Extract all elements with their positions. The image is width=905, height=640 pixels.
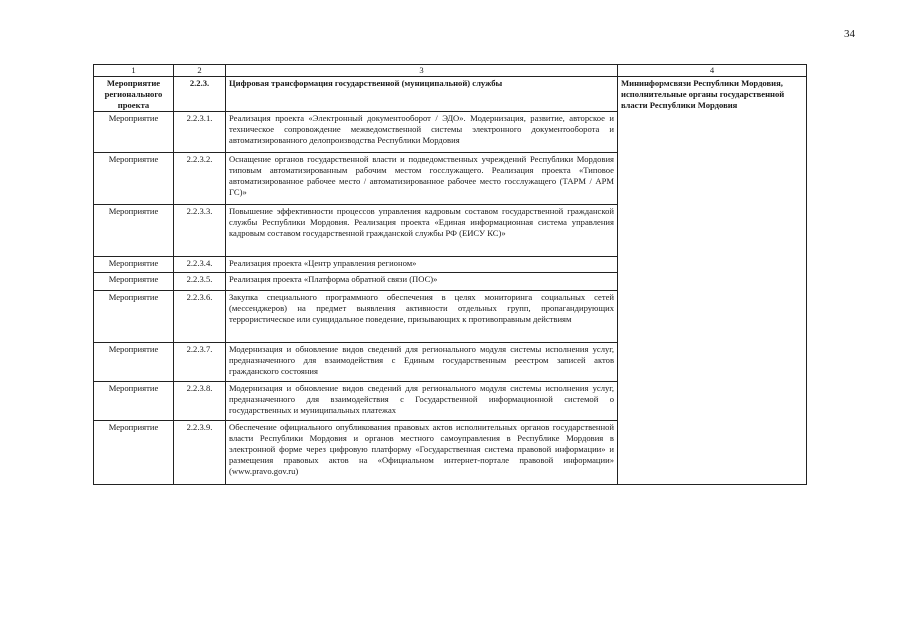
column-number: 4 [618,65,807,77]
measure-code-cell: 2.2.3.7. [174,343,226,382]
measure-type-cell: Мероприятие [94,112,174,153]
measure-type-cell: Мероприятие [94,343,174,382]
measure-text-cell: Закупка специального программного обеспечения в целях мониторинга социальных сетей (мессенджеров) на предмет выявления активности отдельных групп, пропагандирующих террористическое или суицидальное поведение, призывающих к противоправным действиям [226,291,618,343]
measure-type-cell: Мероприятие [94,421,174,485]
column-number: 3 [226,65,618,77]
measure-text-cell: Повышение эффективности процессов управления кадровым составом государственной гражданской службы Республики Мордовия. Реализация проекта «Единая информационная система управления кадровым составом государственной гражданской службы РФ (ЕИСУ КС)» [226,205,618,257]
measure-text-cell: Модернизация и обновление видов сведений для регионального модуля системы исполнения услуг, предназначенного для взаимодействия с Единым государственным реестром записей актов гражданского состояния [226,343,618,382]
column-number-row [94,65,807,77]
measure-text-cell: Модернизация и обновление видов сведений для регионального модуля системы исполнения услуг, предназначенного для взаимодействия с Государственной информационной системой о государственных и муниципальных платежах [226,382,618,421]
measure-code-cell: 2.2.3.3. [174,205,226,257]
measure-type-cell: Мероприятие [94,382,174,421]
measure-code-cell: 2.2.3.1. [174,112,226,153]
column-number: 2 [174,65,226,77]
measure-code-cell: 2.2.3. [174,77,226,112]
measure-type-cell: Мероприятие [94,273,174,291]
measures-table [93,64,807,485]
table-row-project [94,77,807,112]
measure-type-cell: Мероприятие [94,291,174,343]
column-number: 1 [94,65,174,77]
measure-text-cell: Обеспечение официального опубликования правовых актов исполнительных органов государственной власти Республики Мордовия и органов местного самоуправления в Республике Мордовия в электронной форме через цифровую платформу «Государственная система правовой информации» и размещения правовых актов на «Официальном интернет-портале правовой информации» (www.pravo.gov.ru) [226,421,618,485]
measure-code-cell: 2.2.3.6. [174,291,226,343]
page-number: 34 [844,28,855,40]
measure-type-cell: Мероприятие регионального проекта [94,77,174,112]
measure-text-cell: Реализация проекта «Электронный документооборот / ЭДО». Модернизация, развитие, авторское и техническое сопровождение межведомственной системы электронного документооборота и автоматизированного делопроизводства Республики Мордовия [226,112,618,153]
measure-type-cell: Мероприятие [94,205,174,257]
measure-code-cell: 2.2.3.4. [174,257,226,273]
measure-type-cell: Мероприятие [94,257,174,273]
responsible-cell: Мининформсвязи Республики Мордовия, исполнительные органы государственной власти Республики Мордовия [618,77,807,485]
measure-text-cell: Реализация проекта «Платформа обратной связи (ПОС)» [226,273,618,291]
measure-code-cell: 2.2.3.9. [174,421,226,485]
measure-code-cell: 2.2.3.5. [174,273,226,291]
measure-code-cell: 2.2.3.8. [174,382,226,421]
measure-text-cell: Реализация проекта «Центр управления регионом» [226,257,618,273]
measure-text-cell: Оснащение органов государственной власти и подведомственных учреждений Республики Мордовия типовым автоматизированным рабочим местом госслужащего. Реализация проекта «Типовое автоматизированное рабочее место / автоматизированное рабочее место госслужащего (ТАРМ / АРМ ГС)» [226,153,618,205]
measure-code-cell: 2.2.3.2. [174,153,226,205]
measure-title-cell: Цифровая трансформация государственной (муниципальной) службы [226,77,618,112]
measure-type-cell: Мероприятие [94,153,174,205]
